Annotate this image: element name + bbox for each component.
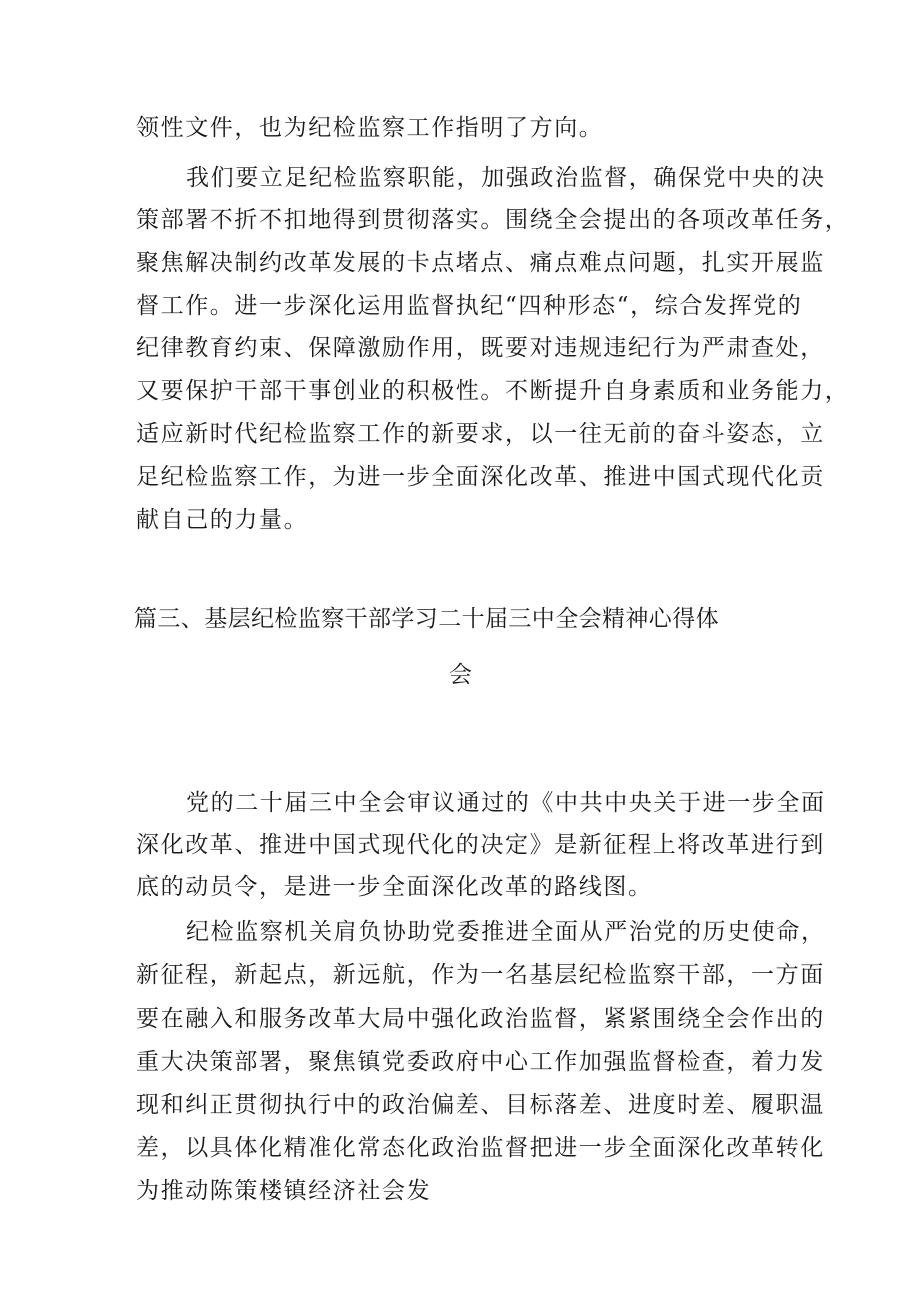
text-line: 领性文件，也为纪检监察工作指明了方向。 [136, 115, 604, 141]
text-line: 差，以具体化精准化常态化政治监督把进一步全面深化改革转化 [136, 1135, 825, 1161]
text-line: 纪律教育约束、保障激励作用，既要对违规违纪行为严肃查处， [136, 335, 825, 361]
section-heading: 篇三、基层纪检监察干部学习二十届三中全会精神心得体 [134, 606, 719, 632]
text-line: 又要保护干部干事创业的积极性。不断提升自身素质和业务能力， [136, 378, 850, 404]
section-heading-continued: 会 [449, 662, 473, 688]
text-line: 为推动陈策楼镇经济社会发 [136, 1178, 432, 1204]
text-line: 新征程，新起点，新远航，作为一名基层纪检监察干部，一方面 [136, 962, 825, 988]
text-line: 现和纠正贯彻执行中的政治偏差、目标落差、进度时差、履职温 [136, 1092, 825, 1118]
text-line: 督工作。进一步深化运用监督执纪“四种形态“，综合发挥党的 [136, 293, 803, 319]
text-line: 适应新时代纪检监察工作的新要求，以一往无前的奋斗姿态，立 [136, 421, 825, 447]
text-line: 纪检监察机关肩负协助党委推进全面从严治党的历史使命， [186, 919, 826, 945]
text-line: 献自己的力量。 [136, 507, 309, 533]
text-line: 我们要立足纪检监察职能，加强政治监督，确保党中央的决 [186, 165, 826, 191]
text-line: 党的二十届三中全会审议通过的《中共中央关于进一步全面 [186, 790, 826, 816]
text-line: 深化改革、推进中国式现代化的决定》是新征程上将改革进行到 [136, 832, 825, 858]
text-line: 要在融入和服务改革大局中强化政治监督，紧紧围绕全会作出的 [136, 1006, 825, 1032]
text-line: 足纪检监察工作，为进一步全面深化改革、推进中国式现代化贡 [136, 464, 825, 490]
text-line: 底的动员令，是进一步全面深化改革的路线图。 [136, 874, 653, 900]
text-line: 重大决策部署，聚焦镇党委政府中心工作加强监督检查，着力发 [136, 1049, 825, 1075]
text-line: 策部署不折不扣地得到贯彻落实。围绕全会提出的各项改革任务， [136, 207, 850, 233]
text-line: 聚焦解决制约改革发展的卡点堵点、痛点难点问题，扎实开展监 [136, 250, 825, 276]
